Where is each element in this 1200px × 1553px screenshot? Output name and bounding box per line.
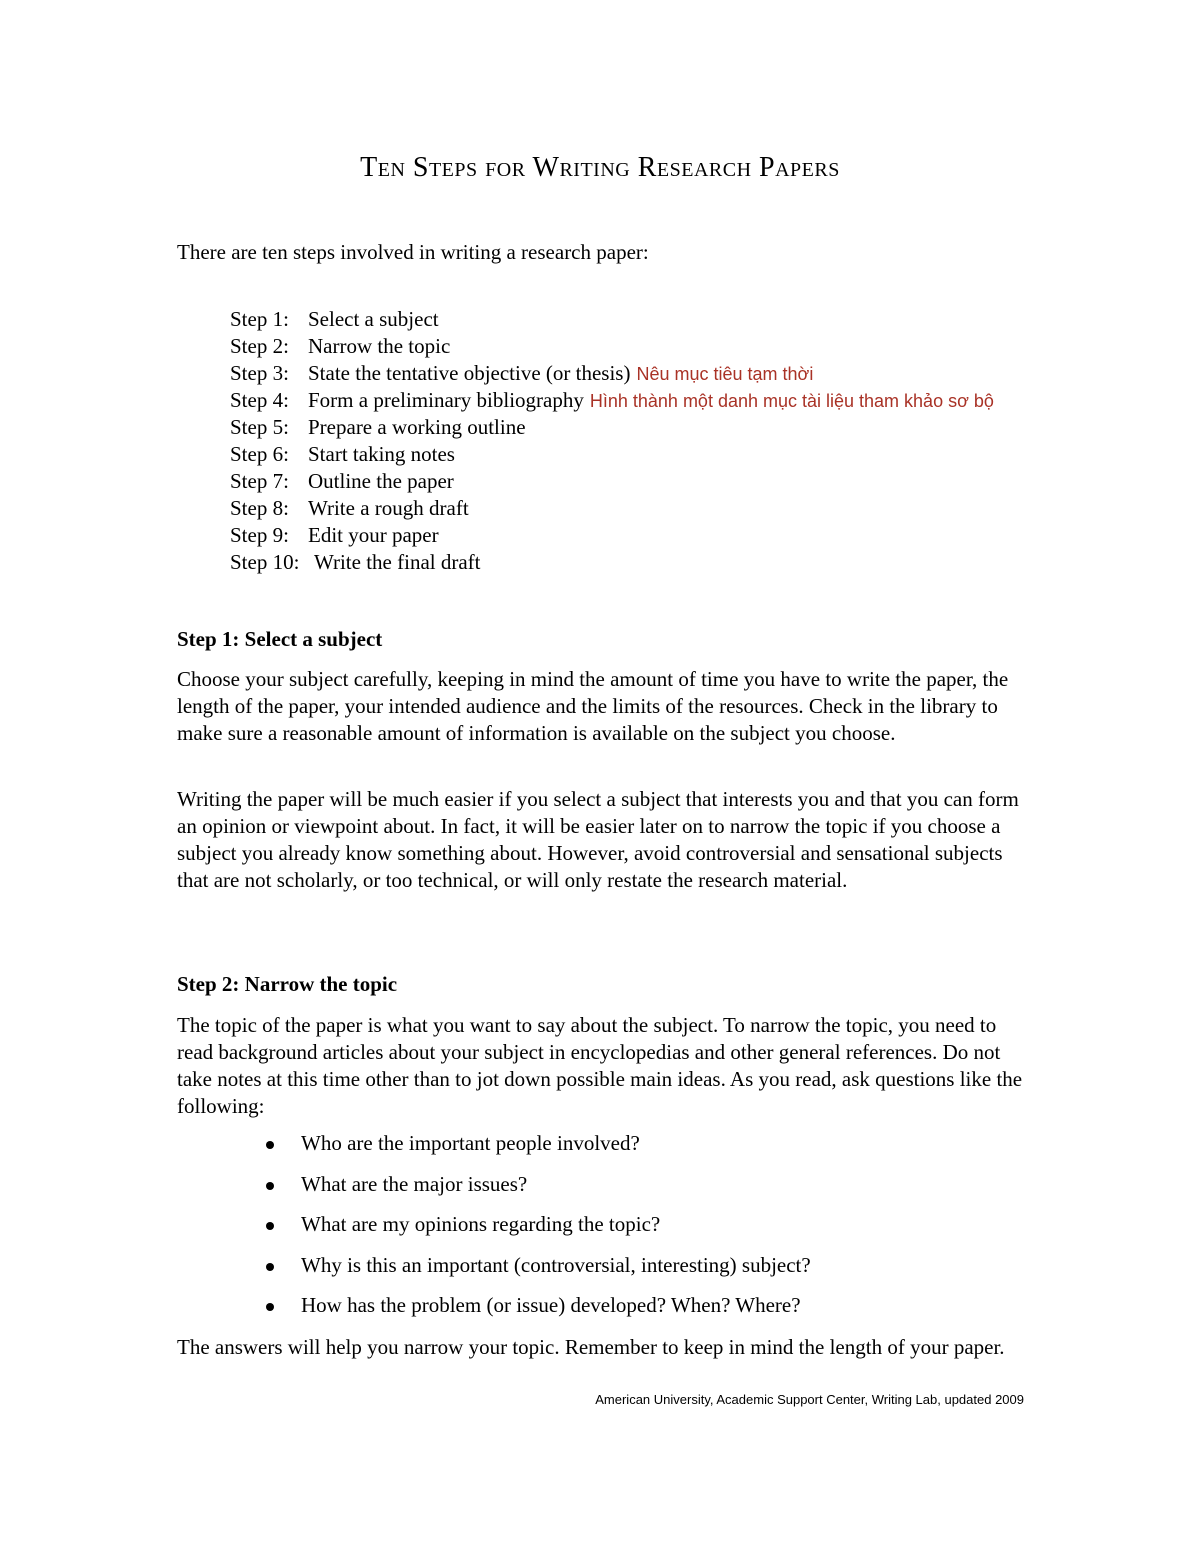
step-label: Step 6: [230, 442, 289, 466]
step-text: Write a rough draft [308, 496, 469, 520]
list-item [262, 1171, 811, 1212]
section-heading-step1: Step 1: Select a subject [177, 627, 383, 651]
step-label: Step 2: [230, 334, 289, 358]
step-item [230, 468, 994, 495]
document-title: Ten Steps for Writing Research Papers [360, 152, 840, 183]
step-label: Step 10: [230, 550, 300, 574]
step-label: Step 4: [230, 388, 289, 412]
step-item [230, 306, 994, 333]
intro-text: There are ten steps involved in writing a research paper: [177, 240, 649, 264]
list-item [262, 1252, 811, 1293]
step-translation-note: Nêu mục tiêu tạm thời [636, 364, 814, 384]
questions-list [262, 1130, 811, 1333]
list-item-text: How has the problem (or issue) developed? When? Where? [301, 1293, 801, 1317]
list-item-text: What are my opinions regarding the topic? [301, 1212, 661, 1236]
step-item [230, 360, 994, 387]
step-label: Step 5: [230, 415, 289, 439]
step-item [230, 495, 994, 522]
bullet-icon [266, 1263, 274, 1271]
list-item [262, 1211, 811, 1252]
step-text: Form a preliminary bibliography [308, 388, 584, 412]
step-label: Step 1: [230, 307, 289, 331]
section-heading-step2: Step 2: Narrow the topic [177, 972, 398, 996]
steps-list [230, 306, 994, 576]
step-label: Step 7: [230, 469, 289, 493]
step-item [230, 522, 994, 549]
bullet-icon [266, 1182, 274, 1190]
section2-paragraph-2: The answers will help you narrow your topic. Remember to keep in mind the length of your paper. [177, 1335, 1005, 1359]
step-item [230, 441, 994, 468]
step-label: Step 8: [230, 496, 289, 520]
step-text: Outline the paper [308, 469, 454, 493]
step-label: Step 3: [230, 361, 289, 385]
bullet-icon [266, 1141, 274, 1149]
step-text: Start taking notes [308, 442, 455, 466]
section1-paragraph-2: Writing the paper will be much easier if you select a subject that interests you and that you can form an opinion or viewpoint about. In fact, it will be easier later on to narrow the topic if you choose a subject you already know something about. However, avoid controversial and sensational subjects that are not scholarly, or too technical, or will only restate the research material. [177, 787, 1019, 892]
bullet-icon [266, 1303, 274, 1311]
list-item-text: Who are the important people involved? [301, 1131, 640, 1155]
step-text: Edit your paper [308, 523, 439, 547]
step-text: Select a subject [308, 307, 439, 331]
list-item [262, 1292, 811, 1333]
list-item-text: What are the major issues? [301, 1171, 528, 1196]
step-translation-note: Hình thành một danh mục tài liệu tham khảo sơ bộ [589, 391, 994, 411]
step-text: Narrow the topic [308, 334, 451, 358]
bullet-icon [266, 1222, 274, 1230]
step-text: Prepare a working outline [308, 415, 526, 439]
list-item-text: Why is this an important (controversial, interesting) subject? [301, 1252, 811, 1277]
step-item [230, 387, 994, 414]
step-item [230, 549, 994, 576]
list-item [262, 1130, 811, 1171]
section1-paragraph-1: Choose your subject carefully, keeping in mind the amount of time you have to write the paper, the length of the paper, your intended audience and the limits of the resources. Check in the library to make sure a reasonable amount of information is available on the subject you choose. [177, 667, 1009, 745]
step-text: Write the final draft [314, 550, 481, 574]
step-item [230, 333, 994, 360]
step-text: State the tentative objective (or thesis) [308, 361, 631, 385]
step-label: Step 9: [230, 523, 289, 547]
page-footer: American University, Academic Support Center, Writing Lab, updated 2009 [595, 1392, 1024, 1407]
step-item [230, 414, 994, 441]
section2-paragraph-1: The topic of the paper is what you want to say about the subject. To narrow the topic, you need to read background articles about your subject in encyclopedias and other general references. Do not take notes at this time other than to jot down possible main ideas. As you read, ask questions like the following: [177, 1013, 1023, 1118]
